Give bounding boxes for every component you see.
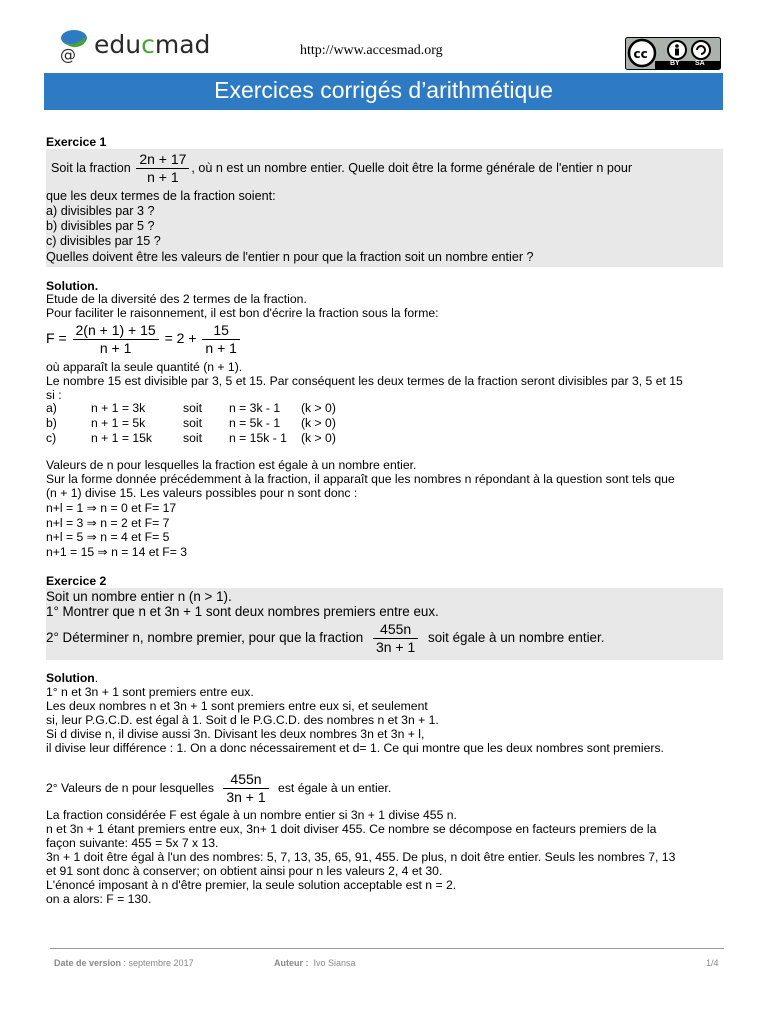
sol2-heading: Solution.: [46, 671, 99, 685]
sol1-values-3: (n + 1) divise 15. Les valeurs possibles pour n sont donc :: [46, 486, 358, 500]
sol2-line1: 1° n et 3n + 1 sont premiers entre eux.: [46, 685, 254, 699]
sol2-m1: La fraction considérée F est égale à un nombre entier si 3n + 1 divise 455 n.: [46, 808, 457, 822]
ex1-intro: Soit la fraction $\frac{2n + 17}{n + 1}$ , où n est un nombre entier. Quelle doit être la forme générale de l'entier n pour: [51, 151, 633, 186]
sol2-line5: il divise leur différence : 1. On a donc nécessairement et d= 1. Ce qui montre que les deux nombres sont premiers.: [46, 741, 664, 755]
sol2-m4: 3n + 1 doit être égal à l'un des nombres: 5, 7, 13, 35, 65, 91, 455. De plus, n doit être entier. Seuls les nombres 7, 13: [46, 850, 676, 864]
table-row: c) n + 1 = 15k soit n = 15k - 1 (k > 0): [46, 431, 336, 445]
sol1-case-4: n+1 = 15 ⇒ n = 14 et F= 3: [46, 545, 188, 559]
cc-license-badge: [625, 37, 721, 70]
sol2-line3: si, leur P.G.C.D. est égal à 1. Soit d le P.G.C.D. des nombres n et 3n + 1.: [46, 713, 439, 727]
cc-sa-label: SA: [695, 60, 705, 67]
implies-icon: ⇒: [86, 530, 97, 544]
ex1-fraction: $\frac{2n + 17}{n + 1}$: [136, 151, 189, 186]
ex2-fraction: $\frac{455n}{3n + 1}$: [373, 621, 418, 656]
sol1-values-2: Sur la forme donnée précédemment à la fraction, il apparaît que les nombres n répondant à la question sont tels que: [46, 472, 675, 486]
sol1-fraction-1: $\frac{2(n + 1) + 15}{n + 1}$: [73, 322, 159, 357]
sol2-line4: Si d divise n, il divise aussi 3n. Divisant les deux nombres 3n et 3n + l,: [46, 727, 425, 741]
ex1-question: Quelles doivent être les valeurs de l'entier n pour que la fraction soit un nombre entier ?: [46, 250, 534, 264]
implies-icon: ⇒: [86, 501, 97, 515]
sol1-line2: Pour faciliter le raisonnement, il est bon d'écrire la fraction sous la forme:: [46, 306, 439, 320]
table-row: a) n + 1 = 3k soit n = 3k - 1 (k > 0): [46, 401, 336, 415]
sol2-fraction: $\frac{455n}{3n + 1}$: [223, 771, 268, 806]
sol2-part2: 2° Valeurs de n pour lesquelles $\frac{455n}{3n + 1}$ est égale à un entier.: [46, 771, 392, 806]
footer-divider: [50, 948, 724, 949]
footer-date: Date de version : septembre 2017: [54, 958, 194, 968]
ex1-line2: que les deux termes de la fraction soient:: [46, 189, 276, 203]
ex2-line3: 2° Déterminer n, nombre premier, pour que la fraction $\frac{455n}{3n + 1}$ soit égale à un nombre entier.: [46, 620, 605, 655]
sol2-m3: façon suivante: 455 = 5x 7 x 13.: [46, 836, 219, 850]
educmad-logo-icon: [54, 26, 94, 66]
ex1-heading: Exercice 1: [46, 135, 107, 149]
sol1-line1: Etude de la diversité des 2 termes de la fraction.: [46, 292, 307, 306]
sol1-case-1: n+l = 1 ⇒ n = 0 et F= 17: [46, 501, 177, 515]
sol2-line2: Les deux nombres n et 3n + 1 sont premiers entre eux si, et seulement: [46, 699, 428, 713]
page-title: Exercices corrigés d’arithmétique: [44, 73, 723, 110]
sol1-values-1: Valeurs de n pour lesquelles la fraction est égale à un nombre entier.: [46, 458, 417, 472]
svg-text:cc: cc: [633, 47, 648, 61]
sol1-case-3: n+l = 5 ⇒ n = 4 et F= 5: [46, 530, 170, 544]
svg-text:@: @: [60, 45, 76, 64]
sol1-table: [46, 401, 336, 446]
cc-by-label: BY: [670, 60, 680, 67]
sol1-case-2: n+l = 3 ⇒ n = 2 et F= 7: [46, 516, 170, 530]
ex2-line2: 1° Montrer que n et 3n + 1 sont deux nombres premiers entre eux.: [46, 604, 439, 619]
footer-author: Auteur : Ivo Siansa: [274, 958, 356, 968]
ex1-item-b: b) divisibles par 5 ?: [46, 219, 155, 233]
sol1-line3: où apparaît la seule quantité (n + 1).: [46, 360, 243, 374]
sol2-m6: L'énoncé imposant à n d'être premier, la seule solution acceptable est n = 2.: [46, 878, 457, 892]
sol2-m2: n et 3n + 1 étant premiers entre eux, 3n+ 1 doit diviser 455. Ce nombre se décompose en facteurs premiers de la: [46, 822, 657, 836]
sa-icon: [692, 41, 710, 59]
implies-icon: ⇒: [86, 516, 97, 530]
site-url[interactable]: http://www.accesmad.org: [300, 43, 443, 58]
ex2-line1: Soit un nombre entier n (n > 1).: [46, 589, 232, 604]
footer-page-number: 1/4: [706, 958, 719, 968]
sol1-heading: Solution.: [46, 279, 99, 293]
sol2-m5: et 91 sont donc à conserver; on obtient ainsi pour n les valeurs 2, 4 et 30.: [46, 864, 443, 878]
ex1-item-c: c) divisibles par 15 ?: [46, 234, 161, 248]
implies-icon: ⇒: [97, 545, 108, 559]
sol1-line4: Le nombre 15 est divisible par 3, 5 et 15. Par conséquent les deux termes de la fraction seront divisibles par 3, 5 et 15: [46, 374, 683, 388]
sol1-line5: si :: [46, 388, 62, 402]
sol1-formula: F = $\frac{2(n + 1) + 15}{n + 1}$ = 2 + $\frac{15}{n + 1}$: [46, 320, 242, 357]
ex1-item-a: a) divisibles par 3 ?: [46, 204, 155, 218]
sol1-fraction-2: $\frac{15}{n + 1}$: [202, 322, 240, 357]
logo-wordmark: educmad: [94, 30, 211, 59]
table-row: b) n + 1 = 5k soit n = 5k - 1 (k > 0): [46, 416, 336, 430]
sol2-m7: on a alors: F = 130.: [46, 892, 152, 906]
ex2-heading: Exercice 2: [46, 574, 107, 588]
